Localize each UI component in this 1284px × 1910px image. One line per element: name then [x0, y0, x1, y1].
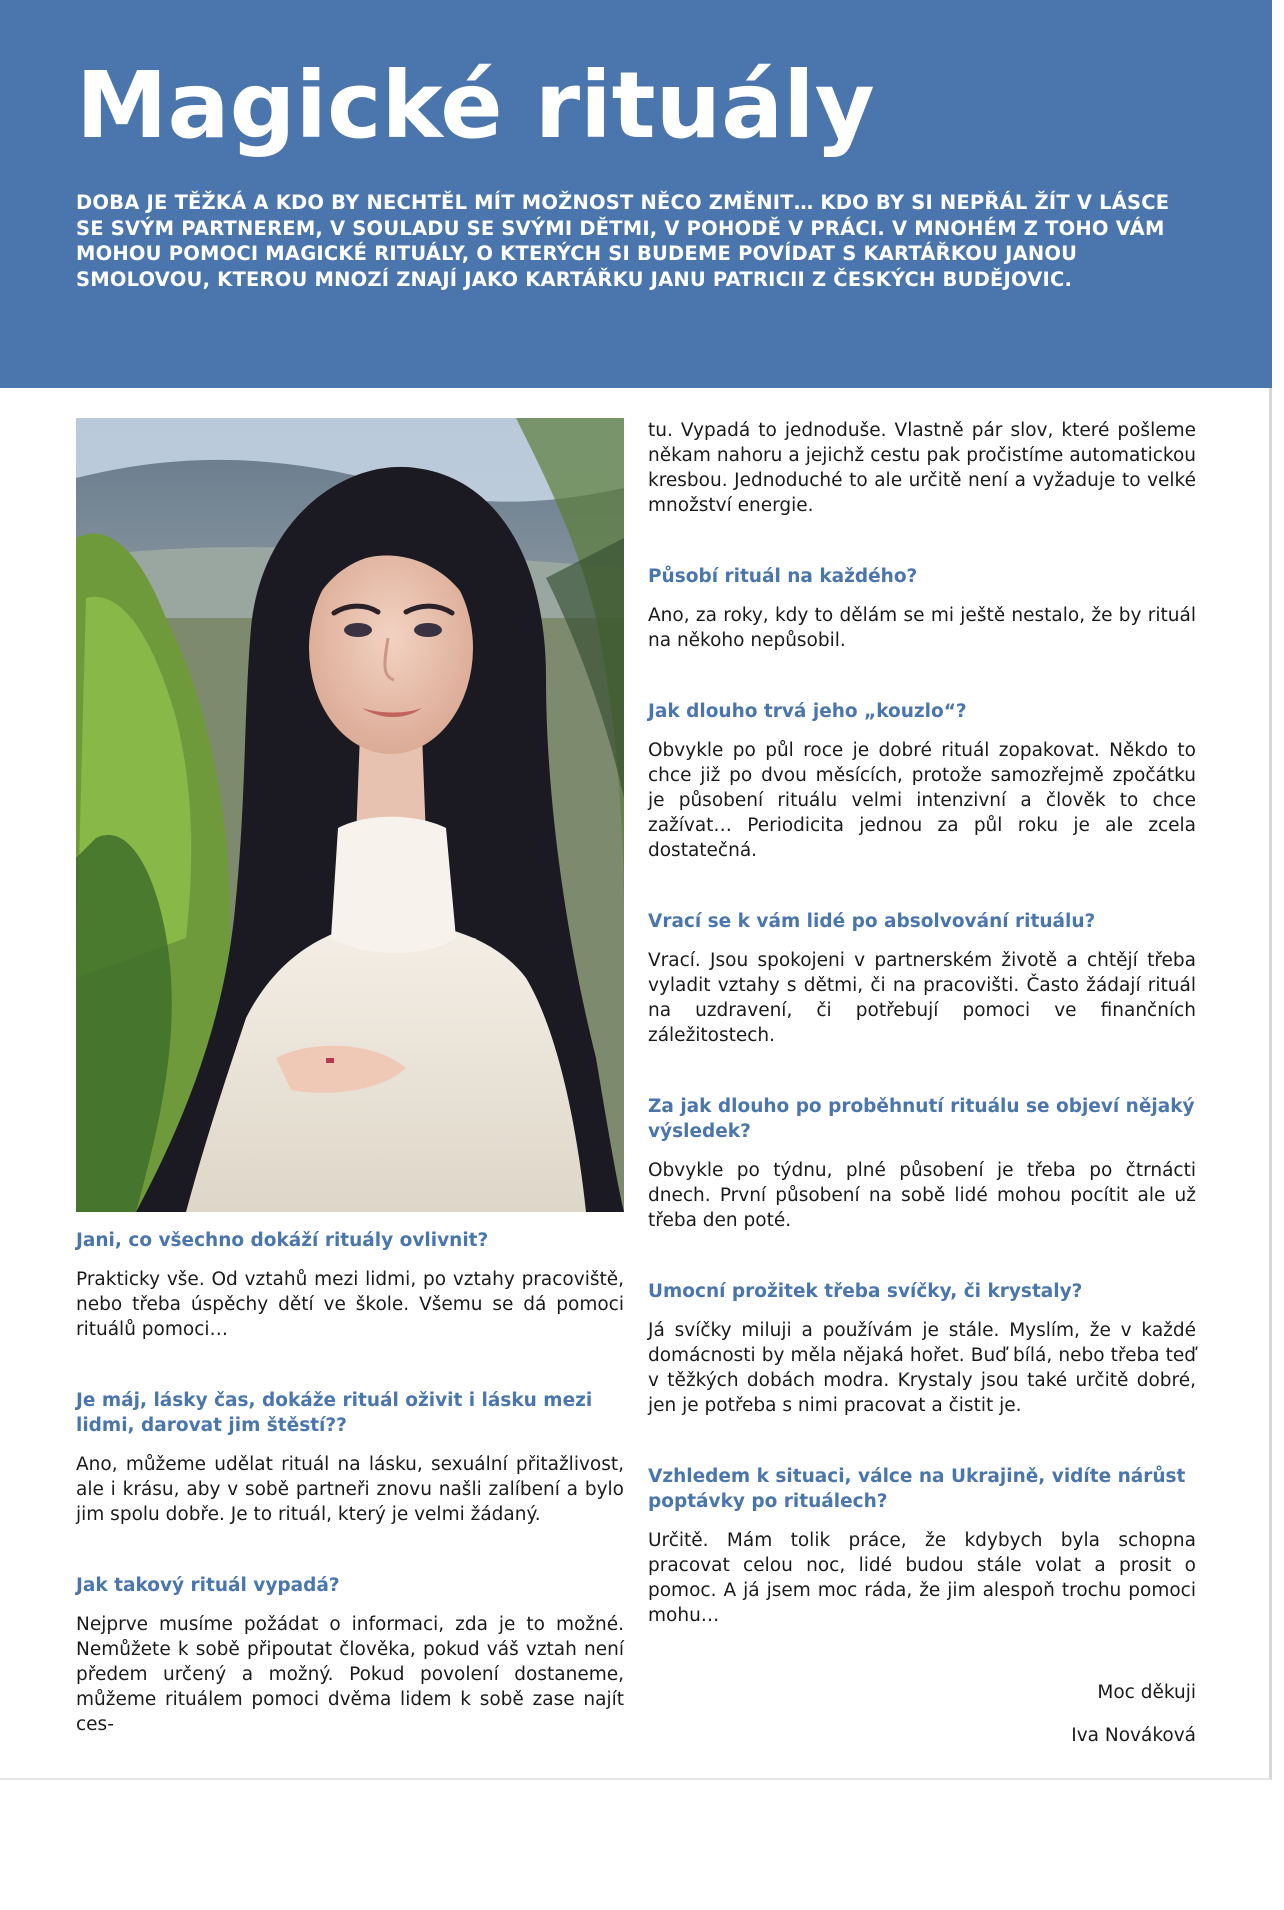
- question-9: Vzhledem k situaci, válce na Ukrajině, vidíte nárůst poptávky po rituálech?: [648, 1466, 1186, 1512]
- answer-1: Prakticky vše. Od vztahů mezi lidmi, po vztahy pracoviště, nebo třeba úspěchy dětí ve škole. Všemu se dá pomoci rituálů pomoci…: [76, 1269, 624, 1340]
- question-2: Je máj, lásky čas, dokáže rituál oživit i lásku mezi lidmi, darovat jim štěstí??: [76, 1390, 593, 1436]
- question-6: Vrací se k vám lidé po absolvování rituálu?: [648, 911, 1096, 932]
- answer-4: Ano, za roky, kdy to dělám se mi ještě nestalo, že by rituál na někoho nepůsobil.: [648, 605, 1196, 651]
- thanks-line: Moc děkuji: [1097, 1682, 1196, 1703]
- left-column: [76, 1228, 624, 1737]
- question-1: Jani, co všechno dokáží rituály ovlivnit?: [76, 1230, 489, 1251]
- question-8: Umocní prožitek třeba svíčky, či krystaly?: [648, 1281, 1083, 1302]
- article-title: Magické rituály: [76, 52, 875, 159]
- question-3: Jak takový rituál vypadá?: [76, 1575, 340, 1596]
- header-banner: [0, 0, 1272, 388]
- right-column: [648, 418, 1196, 1748]
- author-signature: Iva Nováková: [1071, 1725, 1196, 1746]
- question-4: Působí rituál na každého?: [648, 566, 918, 587]
- answer-2: Ano, můžeme udělat rituál na lásku, sexuální přitažlivost, ale i krásu, aby v sobě partneři znovu našli zalíbení a bylo jim spolu dobře. Je to rituál, který je velmi žádaný.: [76, 1454, 624, 1525]
- answer-5: Obvykle po půl roce je dobré rituál zopakovat. Někdo to chce již po dvou měsících, protože samozřejmě zpočátku je působení rituálu velmi intenzivní a člověk to chce zažívat… Periodicita jednou za půl roku je ale zcela dostatečná.: [648, 740, 1196, 861]
- article-lead: DOBA JE TĚŽKÁ A KDO BY NECHTĚL MÍT MOŽNOST NĚCO ZMĚNIT… KDO BY SI NEPŘÁL ŽÍT V LÁSCE SE SVÝM PARTNEREM, V SOULADU SE SVÝMI DĚTMI, V POHODĚ V PRÁCI. V MNOHÉM Z TOHO VÁM MOHOU POMOCI MAGICKÉ RITUÁLY, O KTERÝCH SI BUDEME POVÍDAT S KARTÁŘKOU JANOU SMOLOVOU, KTEROU MNOZÍ ZNAJÍ JAKO KARTÁŘKU JANU PATRICII Z ČESKÝCH BUDĚJOVIC.: [76, 191, 1170, 291]
- answer-6: Vrací. Jsou spokojeni v partnerském životě a chtějí třeba vyladit vztahy s dětmi, či na pracovišti. Často žádají rituál na uzdravení, či potřebují pomoci ve finančních záležitostech.: [648, 950, 1196, 1046]
- answer-3-continued: tu. Vypadá to jednoduše. Vlastně pár slov, které pošleme někam nahoru a jejichž cestu pak pročistíme automatickou kresbou. Jednoduché to ale určitě není a vyžaduje to velké množství energie.: [648, 420, 1196, 516]
- answer-9: Určitě. Mám tolik práce, že kdybych byla schopna pracovat celou noc, lidé budou stále volat a prosit o pomoc. A já jsem moc ráda, že jim alespoň trochu pomoci mohu…: [648, 1530, 1196, 1626]
- question-5: Jak dlouho trvá jeho „kouzlo“?: [648, 701, 967, 722]
- portrait-photo: [76, 418, 624, 1212]
- question-7: Za jak dlouho po proběhnutí rituálu se objeví nějaký výsledek?: [648, 1096, 1195, 1142]
- answer-3: Nejprve musíme požádat o informaci, zda je to možné. Nemůžete k sobě připoutat člověka, pokud váš vztah není předem určený a možný. Pokud povolení dostaneme, můžeme rituálem pomoci dvěma lidem k sobě zase najít ces-: [76, 1614, 624, 1735]
- answer-8: Já svíčky miluji a používám je stále. Myslím, že v každé domácnosti by měla nějaká hořet. Buď bílá, nebo třeba teď v těžkých dobách modra. Krystaly jsou také určitě dobré, jen je potřeba s nimi pracovat a čistit je.: [648, 1320, 1196, 1416]
- answer-7: Obvykle po týdnu, plné působení je třeba po čtrnácti dnech. První působení na sobě lidé mohou pocítit ale už třeba den poté.: [648, 1160, 1196, 1231]
